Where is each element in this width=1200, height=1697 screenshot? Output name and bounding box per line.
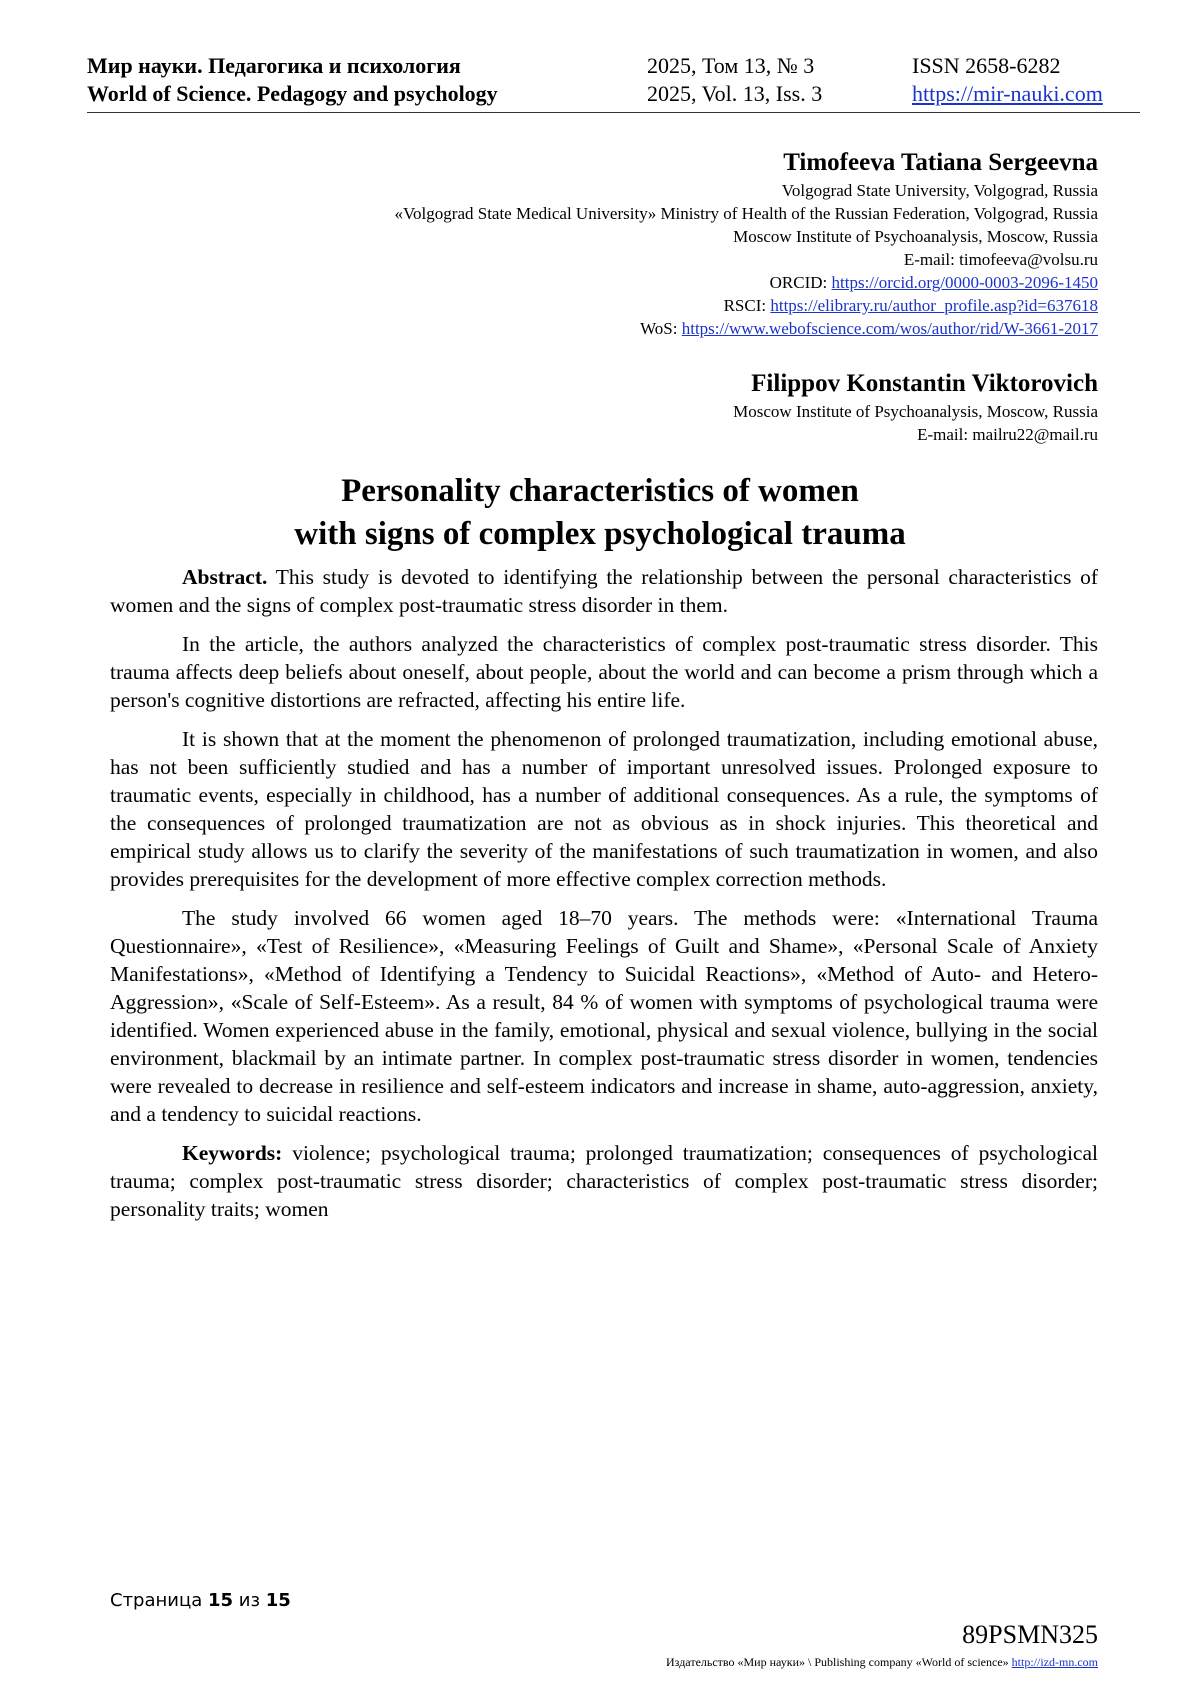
paper-title — [0, 470, 1200, 556]
keywords-paragraph — [110, 1139, 1098, 1223]
issn: ISSN 2658-6282 — [912, 53, 1061, 78]
affiliation: Volgograd State University, Volgograd, Russia — [781, 181, 1098, 200]
abstract-section — [110, 563, 1098, 1234]
publisher-line — [666, 1655, 1098, 1670]
author-email: E-mail: mailru22@mail.ru — [917, 425, 1098, 444]
affiliation: Moscow Institute of Psychoanalysis, Moscow, Russia — [733, 227, 1098, 246]
author-block-1 — [98, 147, 1098, 340]
page-number — [110, 1590, 291, 1611]
affiliation: Moscow Institute of Psychoanalysis, Moscow, Russia — [733, 402, 1098, 421]
abstract-paragraph — [110, 563, 1098, 619]
rsci-link[interactable]: https://elibrary.ru/author_profile.asp?id=637618 — [770, 296, 1098, 315]
orcid-label: ORCID: — [769, 273, 832, 292]
title-line: Personality characteristics of women — [341, 473, 859, 509]
publisher-link[interactable]: http://izd-mn.com — [1011, 1655, 1098, 1669]
keywords-text: violence; psychological trauma; prolonged traumatization; consequences of psychological trauma; complex post-traumatic stress disorder; characteristics of complex post-traumatic stress disorder; personality traits; women — [110, 1141, 1098, 1221]
journal-header — [87, 52, 1140, 113]
author-name: Filippov Konstantin Viktorovich — [751, 370, 1098, 397]
article-code: 89PSMN325 — [962, 1620, 1098, 1649]
abstract-paragraph: It is shown that at the moment the phenomenon of prolonged traumatization, including emotional abuse, has not been sufficiently studied and has a number of important unresolved issues. Prolonged exposure to traumatic events, especially in childhood, has a number of additional consequences. As a rule, the symptoms of the consequences of prolonged traumatization are not as obvious as in shock injuries. This theoretical and empirical study allows us to clarify the severity of the manifestations of such traumatization in women, and also provides prerequisites for the development of more effective complex correction methods. — [110, 727, 1098, 891]
author-email: E-mail: timofeeva@volsu.ru — [903, 250, 1098, 269]
abstract-paragraph: In the article, the authors analyzed the characteristics of complex post-traumatic stress disorder. This trauma affects deep beliefs about oneself, about people, about the world and can become a prism through which a person's cognitive distortions are refracted, affecting his entire life. — [110, 632, 1098, 712]
author-block-2 — [98, 368, 1098, 446]
page-total: 15 — [265, 1590, 291, 1611]
wos-label: WoS: — [640, 319, 682, 338]
rsci-label: RSCI: — [723, 296, 771, 315]
wos-link[interactable]: https://www.webofscience.com/wos/author/rid/W-3661-2017 — [681, 319, 1098, 338]
issue-en: 2025, Vol. 13, Iss. 3 — [647, 81, 823, 106]
issue-ru: 2025, Том 13, № 3 — [647, 53, 815, 78]
publisher-text: Издательство «Мир науки» \ Publishing company «World of science» — [666, 1655, 1012, 1669]
author-name: Timofeeva Tatiana Sergeevna — [783, 149, 1098, 176]
orcid-link[interactable]: https://orcid.org/0000-0003-2096-1450 — [831, 273, 1098, 292]
abstract-label: Abstract. — [182, 565, 268, 589]
page-prefix: Страница — [110, 1590, 208, 1611]
keywords-label: Keywords: — [182, 1141, 283, 1165]
journal-site-link[interactable]: https://mir-nauki.com — [912, 81, 1103, 106]
page-current: 15 — [207, 1590, 234, 1611]
title-line: with signs of complex psychological trauma — [294, 516, 906, 552]
journal-name-en: World of Science. Pedagogy and psychology — [87, 81, 498, 106]
abstract-text: This study is devoted to identifying the relationship between the personal characteristics of women and the signs of complex post-traumatic stress disorder in them. — [110, 565, 1098, 617]
page-mid: из — [233, 1590, 266, 1611]
abstract-paragraph: The study involved 66 women aged 18–70 years. The methods were: «International Trauma Questionnaire», «Test of Resilience», «Measuring Feelings of Guilt and Shame», «Personal Scale of Anxiety Manifestations», «Method of Identifying a Tendency to Suicidal Reactions», «Method of Auto- and Hetero-Aggression», «Scale of Self-Esteem». As a result, 84 % of women with symptoms of psychological trauma were identified. Women experienced abuse in the family, emotional, physical and sexual violence, bullying in the social environment, blackmail by an intimate partner. In complex post-traumatic stress disorder in women, tendencies were revealed to decrease in resilience and self-esteem indicators and increase in shame, auto-aggression, anxiety, and a tendency to suicidal reactions. — [110, 906, 1098, 1126]
affiliation: «Volgograd State Medical University» Ministry of Health of the Russian Federation, Volgograd, Russia — [394, 204, 1098, 223]
journal-name-ru: Мир науки. Педагогика и психология — [87, 53, 461, 78]
